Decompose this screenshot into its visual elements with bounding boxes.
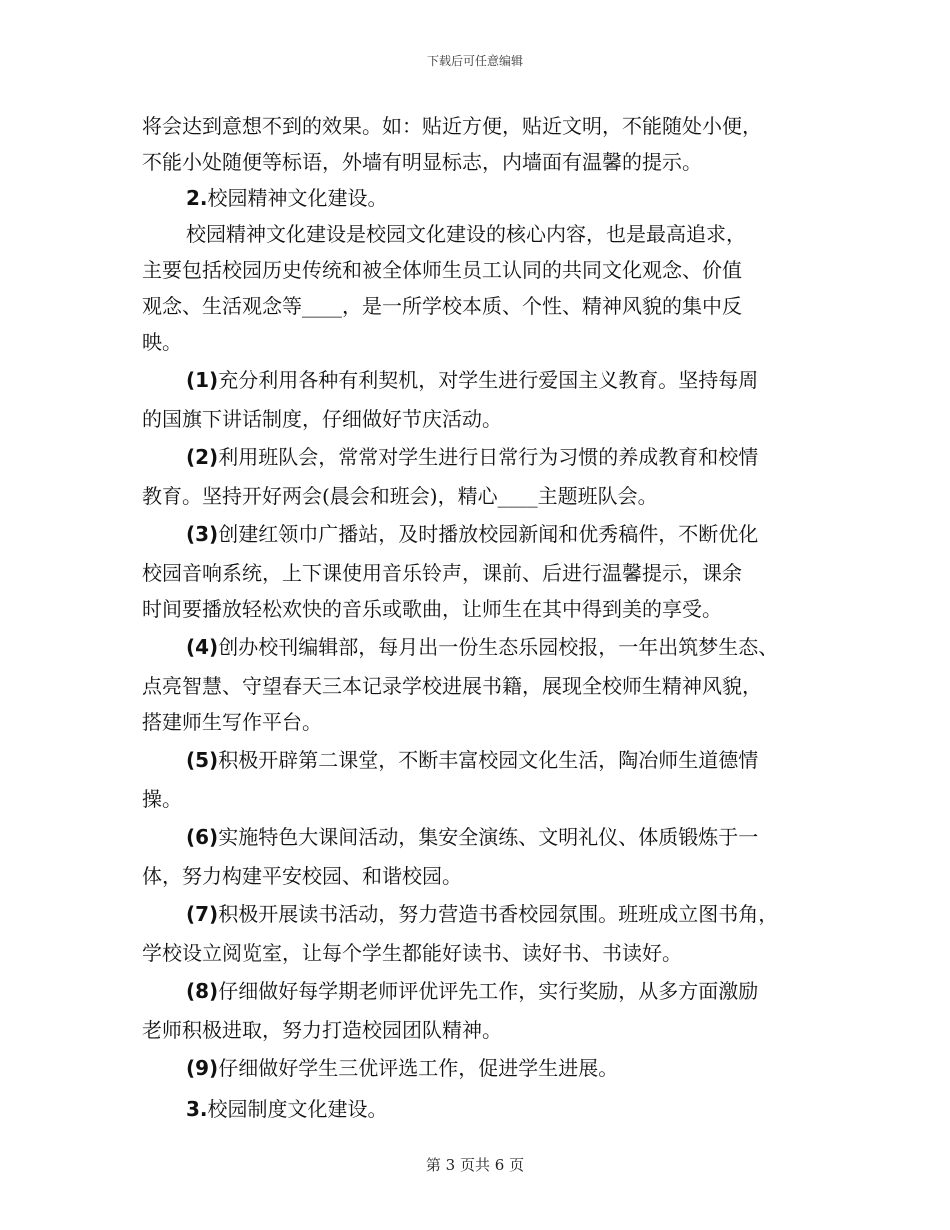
text-line: 将会达到意想不到的效果。如：贴近方便，贴近文明，不能随处小便， <box>142 114 762 138</box>
text-line: 老师积极进取，努力打造校园团队精神。 <box>142 1018 502 1042</box>
list-item-3: (3)创建红领巾广播站，及时播放校园新闻和优秀稿件，不断优化 <box>186 522 759 546</box>
document-body <box>142 108 832 1130</box>
section-heading: 2.校园精神文化建设。 <box>186 186 388 210</box>
text-line: 的国旗下讲话制度，仔细做好节庆活动。 <box>142 407 502 431</box>
text-line: 校园精神文化建设是校园文化建设的核心内容，也是最高追求， <box>186 222 746 246</box>
text-line: 教育。坚持开好两会(晨会和班会)，精心____主题班队会。 <box>142 484 658 508</box>
page-header: 下载后可任意编辑 <box>426 54 523 68</box>
text-line: 映。 <box>142 330 182 354</box>
text-line: 学校设立阅览室，让每个学生都能好读书、读好书、书读好。 <box>142 941 682 965</box>
text-line: 体，努力构建平安校园、和谐校园。 <box>142 864 462 888</box>
list-item-4: (4)创办校刊编辑部，每月出一份生态乐园校报，一年出筑梦生态、 <box>186 635 779 659</box>
list-item-1: (1)充分利用各种有利契机，对学生进行爱国主义教育。坚持每周 <box>186 368 759 392</box>
list-item-2: (2)利用班队会，常常对学生进行日常行为习惯的养成教育和校情 <box>186 445 759 469</box>
list-item-6: (6)实施特色大课间活动，集安全演练、文明礼仪、体质锻炼于一 <box>186 825 759 849</box>
list-item-5: (5)积极开辟第二课堂，不断丰富校园文化生活，陶冶师生道德情 <box>186 748 759 772</box>
list-item-8: (8)仔细做好每学期老师评优评先工作，实行奖励，从多方面激励 <box>186 979 759 1003</box>
text-line: 时间要播放轻松欢快的音乐或歌曲，让师生在其中得到美的享受。 <box>142 597 722 621</box>
list-item-7: (7)积极开展读书活动，努力营造书香校园氛围。班班成立图书角， <box>186 902 779 926</box>
section-heading: 3.校园制度文化建设。 <box>186 1097 388 1121</box>
text-line: 点亮智慧、守望春天三本记录学校进展书籍，展现全校师生精神风貌， <box>142 674 762 698</box>
list-item-9: (9)仔细做好学生三优评选工作，促进学生进展。 <box>186 1056 619 1080</box>
text-line: 主要包括校园历史传统和被全体师生员工认同的共同文化观念、价值 <box>142 258 742 282</box>
text-line: 操。 <box>142 787 182 811</box>
text-line: 观念、生活观念等____，是一所学校本质、个性、精神风貌的集中反 <box>142 294 742 318</box>
page-footer: 第 3 页共 6 页 <box>425 1156 525 1174</box>
text-line: 搭建师生写作平台。 <box>142 710 322 734</box>
text-line: 不能小处随便等标语，外墙有明显标志，内墙面有温馨的提示。 <box>142 150 702 174</box>
text-line: 校园音响系统，上下课使用音乐铃声，课前、后进行温馨提示，课余 <box>142 561 742 585</box>
